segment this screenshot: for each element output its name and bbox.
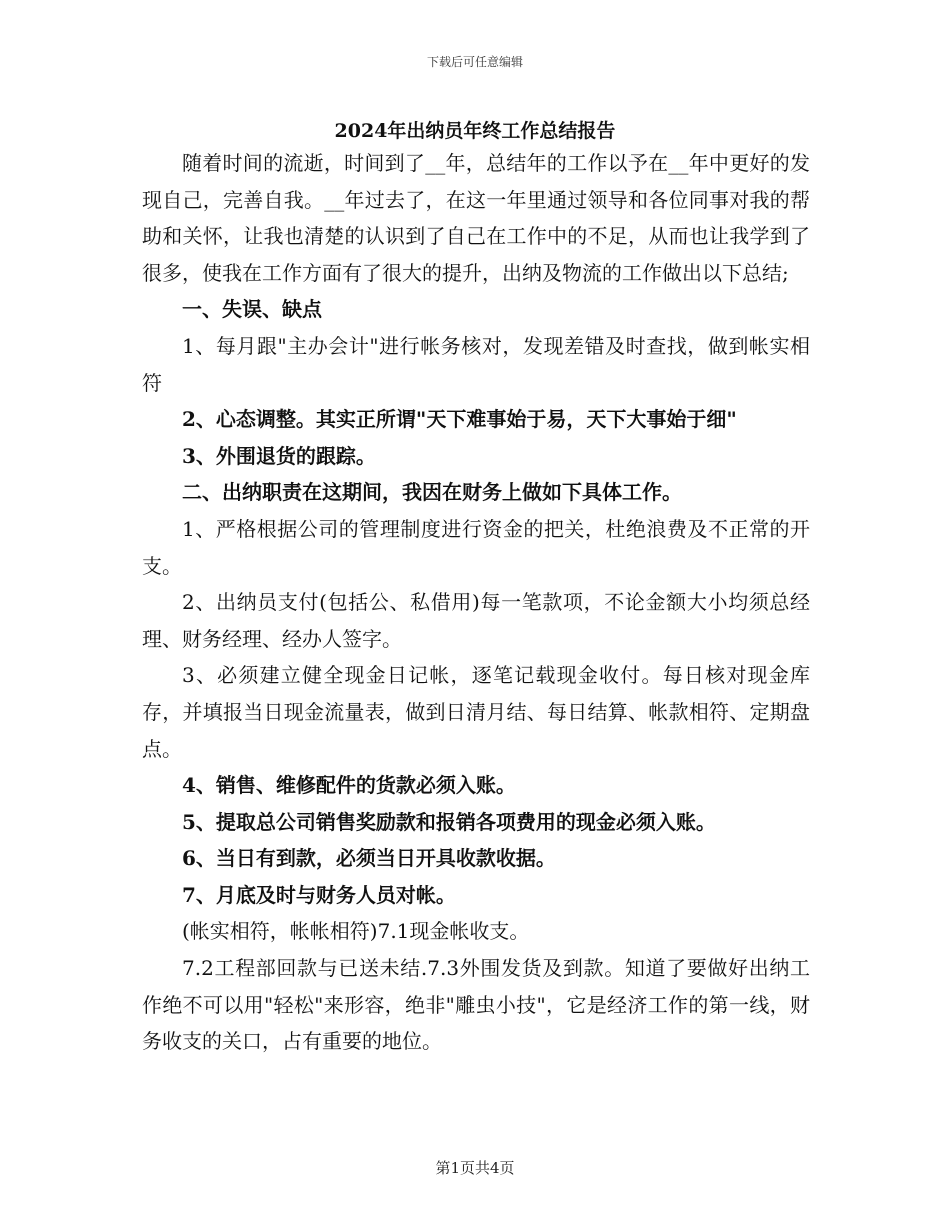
list-item: (帐实相符，帐帐相符)7.1现金帐收支。 [182, 919, 530, 944]
page-number: 第1页共4页 [435, 1159, 515, 1177]
section-heading-mistakes: 一、失误、缺点 [182, 297, 322, 322]
section-heading-duties: 二、出纳职责在这期间，我因在财务上做如下具体工作。 [182, 480, 682, 505]
document-body [142, 145, 810, 1060]
list-item: 2、出纳员支付(包括公、私借用)每一笔款项，不论金额大小均须总经理、财务经理、经办人签字。 [142, 590, 810, 651]
list-item: 6、当日有到款，必须当日开具收款收据。 [182, 846, 556, 871]
list-item: 3、必须建立健全现金日记帐，逐笔记载现金收付。每日核对现金库存，并填报当日现金流量表，做到日清月结、每日结算、帐款相符、定期盘点。 [142, 663, 810, 761]
list-item: 2、心态调整。其实正所谓"天下难事始于易，天下大事始于细" [182, 407, 737, 432]
intro-paragraph: 随着时间的流逝，时间到了__年，总结年的工作以予在__年中更好的发现自己，完善自我。__年过去了，在这一年里通过领导和各位同事对我的帮助和关怀，让我也清楚的认识到了自己在工作中的不足，从而也让我学到了很多，使我在工作方面有了很大的提升，出纳及物流的工作做出以下总结; [142, 151, 810, 285]
closing-paragraph: 7.2工程部回款与已送未结.7.3外围发货及到款。知道了要做好出纳工作绝不可以用"轻松"来形容，绝非"雕虫小技"，它是经济工作的第一线，财务收支的关口，占有重要的地位。 [142, 956, 810, 1054]
list-item: 1、严格根据公司的管理制度进行资金的把关，杜绝浪费及不正常的开支。 [142, 516, 810, 578]
header-note: 下载后可任意编辑 [426, 55, 523, 69]
list-item: 7、月底及时与财务人员对帐。 [182, 882, 456, 907]
list-item: 4、销售、维修配件的货款必须入账。 [182, 773, 516, 798]
list-item: 3、外围退货的跟踪。 [182, 443, 376, 468]
list-item: 5、提取总公司销售奖励款和报销各项费用的现金必须入账。 [182, 809, 716, 834]
document-title: 2024年出纳员年终工作总结报告 [334, 120, 616, 142]
list-item: 1、每月跟"主办会计"进行帐务核对，发现差错及时查找，做到帐实相符 [142, 333, 810, 395]
